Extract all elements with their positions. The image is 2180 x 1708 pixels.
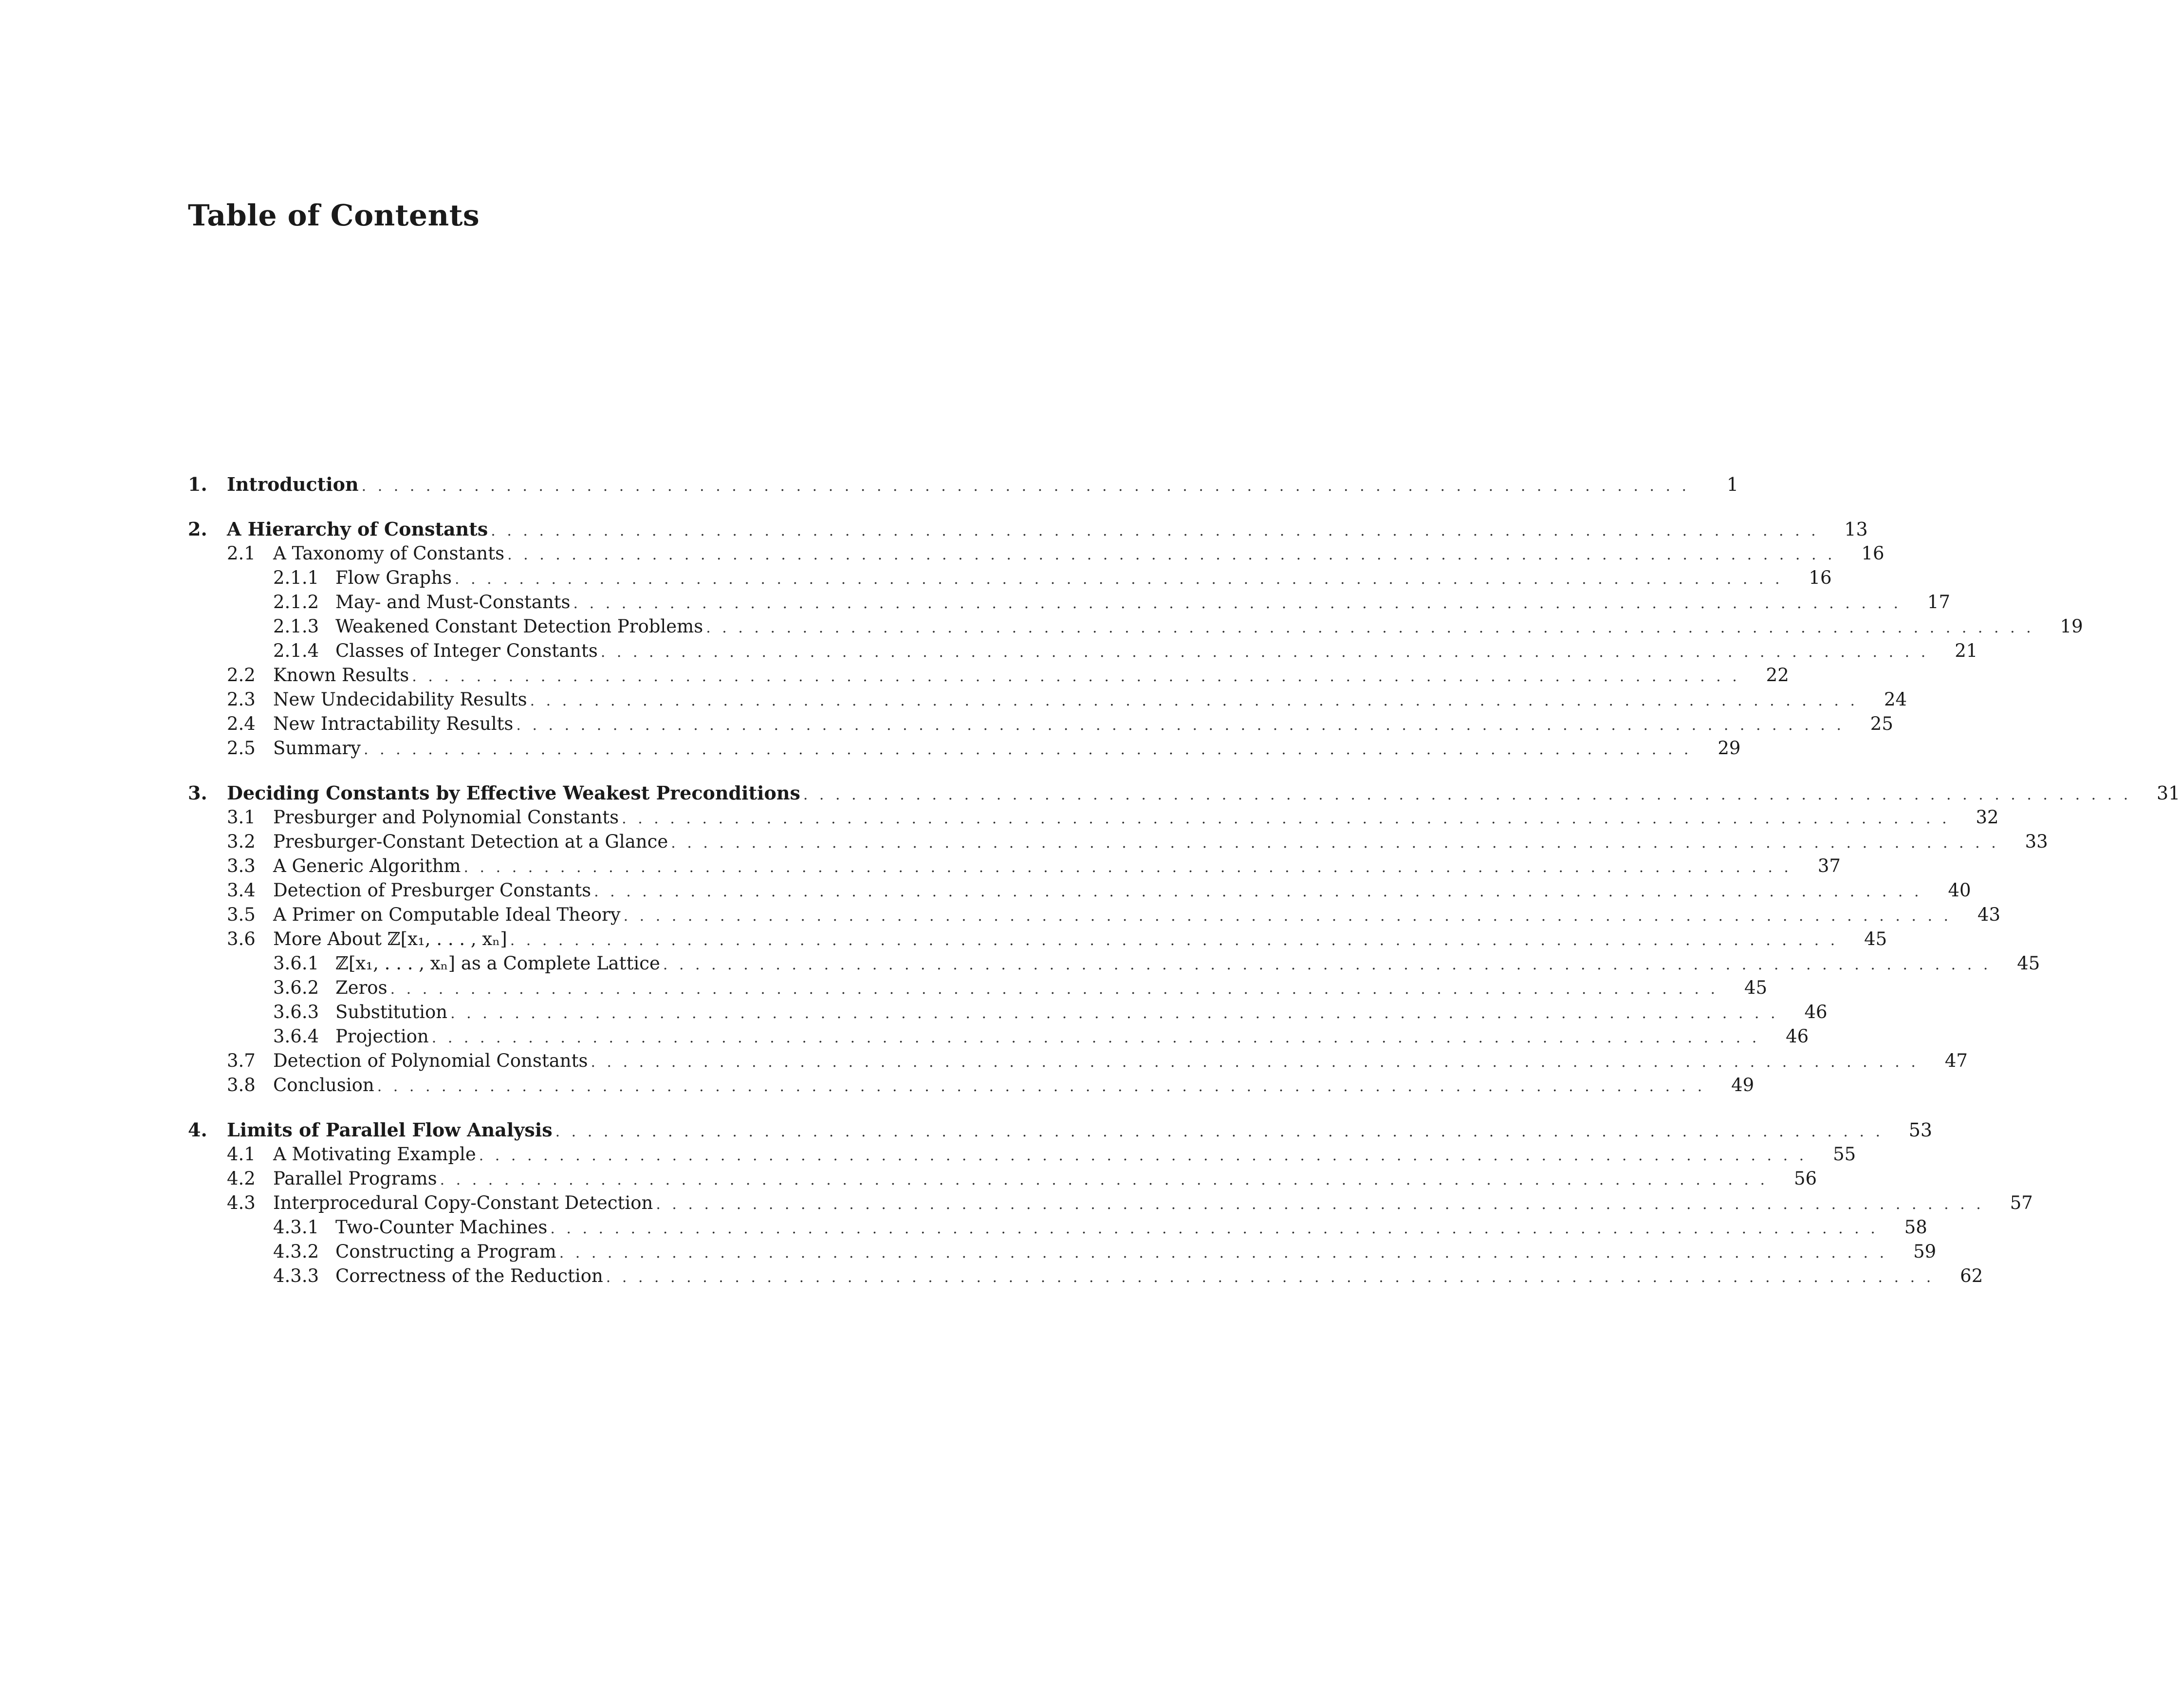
toc-section-row-3-5[interactable] [188, 903, 2001, 927]
toc-entry-number: 3.7 [227, 1050, 256, 1071]
toc-entry-title: A Taxonomy of Constants [273, 543, 505, 564]
toc-section-row-2-6[interactable] [188, 663, 1789, 687]
toc-page-number: 32 [1976, 807, 1999, 828]
toc-entry-title: Deciding Constants by Effective Weakest Preconditions [227, 782, 800, 804]
toc-dot-leader: . . . . . . . . . . . . . . . . . . . . . . . . . . . . . . . . . . . . . . . . . . . . . . . . . . . . . . . . . . . . . . . . . . . . . . . . . . . . . . . . . . . [440, 1171, 1769, 1188]
toc-entry-title: Limits of Parallel Flow Analysis [227, 1119, 553, 1141]
toc-entry-number: 3. [188, 782, 207, 804]
toc-chapter-3 [188, 781, 2180, 1097]
toc-entry-title: Flow Graphs [335, 567, 452, 588]
toc-entry-title: Parallel Programs [273, 1168, 437, 1189]
toc-entry-title: Presburger and Polynomial Constants [273, 807, 619, 828]
toc-page-number: 16 [1861, 543, 1884, 564]
page-title: Table of Contents [188, 199, 480, 233]
toc-entry-title: Detection of Presburger Constants [273, 880, 591, 901]
toc-section-row-2-9[interactable] [188, 736, 1741, 761]
toc-dot-leader: . . . . . . . . . . . . . . . . . . . . . . . . . . . . . . . . . . . . . . . . . . . . . . . . . . . . . . . . . . . . . . . . . . . . . . . . . . . . . . . . . . . [364, 741, 1692, 758]
toc-dot-leader: . . . . . . . . . . . . . . . . . . . . . . . . . . . . . . . . . . . . . . . . . . . . . . . . . . . . . . . . . . . . . . . . . . . . . . . . . . . . . . . . . . . [623, 908, 1952, 925]
toc-entry-title: Summary [273, 738, 361, 759]
table-of-contents [188, 472, 2180, 1309]
toc-entry-title: A Generic Algorithm [273, 855, 461, 876]
toc-section-row-4-1[interactable] [188, 1142, 1856, 1167]
toc-entry-title: Zeros [335, 977, 388, 998]
toc-entry-number: 3.6.2 [273, 977, 319, 998]
toc-entry-number: 3.6 [227, 928, 256, 949]
toc-dot-leader: . . . . . . . . . . . . . . . . . . . . . . . . . . . . . . . . . . . . . . . . . . . . . . . . . . . . . . . . . . . . . . . . . . . . . . . . . . . . . . . . . . . [600, 644, 1929, 661]
toc-dot-leader: . . . . . . . . . . . . . . . . . . . . . . . . . . . . . . . . . . . . . . . . . . . . . . . . . . . . . . . . . . . . . . . . . . . . . . . . . . . . . . . . . . . [516, 717, 1845, 734]
toc-entry-title: Introduction [227, 473, 359, 495]
toc-entry-title: Two-Counter Machines [335, 1217, 548, 1238]
toc-dot-leader: . . . . . . . . . . . . . . . . . . . . . . . . . . . . . . . . . . . . . . . . . . . . . . . . . . . . . . . . . . . . . . . . . . . . . . . . . . . . . . . . . . . [530, 692, 1859, 709]
toc-entry-number: 2.2 [227, 665, 256, 686]
toc-dot-leader: . . . . . . . . . . . . . . . . . . . . . . . . . . . . . . . . . . . . . . . . . . . . . . . . . . . . . . . . . . . . . . . . . . . . . . . . . . . . . . . . . . . [622, 810, 1950, 827]
toc-entry-number: 3.6.4 [273, 1026, 319, 1047]
toc-section-row-3-3[interactable] [188, 854, 1841, 878]
toc-page-number: 45 [2017, 953, 2040, 974]
toc-section-row-3-1[interactable] [188, 805, 1999, 830]
toc-entry-title: Known Results [273, 665, 409, 686]
toc-entry-title: New Intractability Results [273, 713, 514, 734]
toc-dot-leader: . . . . . . . . . . . . . . . . . . . . . . . . . . . . . . . . . . . . . . . . . . . . . . . . . . . . . . . . . . . . . . . . . . . . . . . . . . . . . . . . . . . [573, 595, 1902, 612]
toc-chapter-row-1[interactable] [188, 472, 1739, 497]
toc-dot-leader: . . . . . . . . . . . . . . . . . . . . . . . . . . . . . . . . . . . . . . . . . . . . . . . . . . . . . . . . . . . . . . . . . . . . . . . . . . . . . . . . . . . [663, 956, 1992, 973]
toc-entry-number: 2.1.1 [273, 567, 319, 588]
toc-page-number: 45 [1744, 977, 1768, 998]
toc-dot-leader: . . . . . . . . . . . . . . . . . . . . . . . . . . . . . . . . . . . . . . . . . . . . . . . . . . . . . . . . . . . . . . . . . . . . . . . . . . . . . . . . . . . [555, 1123, 1884, 1140]
toc-page-number: 33 [2025, 831, 2048, 852]
toc-dot-leader: . . . . . . . . . . . . . . . . . . . . . . . . . . . . . . . . . . . . . . . . . . . . . . . . . . . . . . . . . . . . . . . . . . . . . . . . . . . . . . . . . . . [463, 859, 1792, 876]
toc-section-row-2-3[interactable] [188, 590, 1951, 614]
toc-chapter-row-3[interactable] [188, 781, 2180, 805]
toc-section-row-3-8[interactable] [188, 976, 1768, 1000]
toc-entry-number: 2.1.4 [273, 640, 319, 661]
toc-dot-leader: . . . . . . . . . . . . . . . . . . . . . . . . . . . . . . . . . . . . . . . . . . . . . . . . . . . . . . . . . . . . . . . . . . . . . . . . . . . . . . . . . . . [455, 571, 1783, 588]
toc-entry-title: Classes of Integer Constants [335, 640, 598, 661]
toc-dot-leader: . . . . . . . . . . . . . . . . . . . . . . . . . . . . . . . . . . . . . . . . . . . . . . . . . . . . . . . . . . . . . . . . . . . . . . . . . . . . . . . . . . . [706, 619, 2034, 636]
toc-entry-title: ℤ[x₁, . . . , xₙ] as a Complete Lattice [335, 953, 660, 974]
toc-dot-leader: . . . . . . . . . . . . . . . . . . . . . . . . . . . . . . . . . . . . . . . . . . . . . . . . . . . . . . . . . . . . . . . . . . . . . . . . . . . . . . . . . . . [803, 786, 2132, 803]
toc-entry-number: 3.6.3 [273, 1002, 319, 1022]
toc-page-number: 46 [1786, 1026, 1809, 1047]
toc-entry-number: 3.6.1 [273, 953, 319, 974]
toc-entry-number: 3.2 [227, 831, 256, 852]
toc-page-number: 46 [1804, 1002, 1828, 1022]
toc-section-row-3-6[interactable] [188, 927, 1887, 951]
toc-dot-leader: . . . . . . . . . . . . . . . . . . . . . . . . . . . . . . . . . . . . . . . . . . . . . . . . . . . . . . . . . . . . . . . . . . . . . . . . . . . . . . . . . . . [559, 1244, 1888, 1262]
toc-entry-number: 4.3.1 [273, 1217, 319, 1238]
toc-entry-title: New Undecidability Results [273, 689, 527, 710]
toc-chapter-row-4[interactable] [188, 1118, 1933, 1142]
toc-entry-title: Conclusion [273, 1075, 374, 1095]
toc-dot-leader: . . . . . . . . . . . . . . . . . . . . . . . . . . . . . . . . . . . . . . . . . . . . . . . . . . . . . . . . . . . . . . . . . . . . . . . . . . . . . . . . . . . [479, 1147, 1808, 1164]
toc-section-row-3-2[interactable] [188, 830, 2048, 854]
toc-page-number: 56 [1793, 1168, 1817, 1189]
toc-entry-number: 2.1.3 [273, 616, 319, 637]
toc-section-row-3-9[interactable] [188, 1000, 1828, 1024]
toc-entry-number: 2.5 [227, 738, 256, 759]
toc-dot-leader: . . . . . . . . . . . . . . . . . . . . . . . . . . . . . . . . . . . . . . . . . . . . . . . . . . . . . . . . . . . . . . . . . . . . . . . . . . . . . . . . . . . [671, 835, 1999, 852]
toc-page-number: 45 [1864, 928, 1887, 949]
toc-entry-number: 3.5 [227, 904, 256, 925]
toc-chapter-row-2[interactable] [188, 517, 1868, 541]
toc-entry-number: 4.2 [227, 1168, 256, 1189]
toc-entry-number: 3.3 [227, 855, 256, 876]
toc-entry-number: 3.4 [227, 880, 256, 901]
toc-entry-title: Substitution [335, 1002, 448, 1022]
toc-entry-number: 2.3 [227, 689, 256, 710]
toc-page-number: 43 [1977, 904, 2001, 925]
toc-dot-leader: . . . . . . . . . . . . . . . . . . . . . . . . . . . . . . . . . . . . . . . . . . . . . . . . . . . . . . . . . . . . . . . . . . . . . . . . . . . . . . . . . . . [606, 1269, 1935, 1286]
toc-entry-title: Detection of Polynomial Constants [273, 1050, 588, 1071]
toc-page-number: 47 [1944, 1050, 1968, 1071]
toc-section-row-3-7[interactable] [188, 951, 2040, 976]
toc-entry-title: May- and Must-Constants [335, 592, 571, 613]
toc-entry-number: 2. [188, 518, 207, 540]
toc-dot-leader: . . . . . . . . . . . . . . . . . . . . . . . . . . . . . . . . . . . . . . . . . . . . . . . . . . . . . . . . . . . . . . . . . . . . . . . . . . . . . . . . . . . [377, 1078, 1706, 1095]
toc-entry-title: Constructing a Program [335, 1241, 556, 1262]
toc-page-number: 29 [1718, 738, 1741, 759]
toc-dot-leader: . . . . . . . . . . . . . . . . . . . . . . . . . . . . . . . . . . . . . . . . . . . . . . . . . . . . . . . . . . . . . . . . . . . . . . . . . . . . . . . . . . . [594, 883, 1922, 900]
toc-entry-number: 1. [188, 473, 207, 495]
toc-page-number: 31 [2156, 782, 2180, 804]
toc-page-number: 58 [1904, 1217, 1927, 1238]
toc-section-row-3-12[interactable] [188, 1073, 1755, 1097]
toc-page-number: 25 [1870, 713, 1893, 734]
toc-entry-number: 3.8 [227, 1075, 256, 1095]
toc-entry-number: 2.1 [227, 543, 256, 564]
toc-page-number: 1 [1726, 474, 1739, 495]
toc-entry-title: A Primer on Computable Ideal Theory [273, 904, 621, 925]
toc-chapter-1 [188, 472, 1739, 497]
toc-page-number: 62 [1960, 1265, 1983, 1286]
toc-section-row-4-5[interactable] [188, 1240, 1937, 1264]
toc-section-row-2-1[interactable] [188, 541, 1884, 566]
toc-chapter-4 [188, 1118, 2033, 1288]
toc-page-number: 21 [1955, 640, 1978, 661]
toc-entry-number: 2.4 [227, 713, 256, 734]
toc-section-row-3-10[interactable] [188, 1024, 1809, 1049]
toc-page-number: 17 [1927, 592, 1951, 613]
toc-dot-leader: . . . . . . . . . . . . . . . . . . . . . . . . . . . . . . . . . . . . . . . . . . . . . . . . . . . . . . . . . . . . . . . . . . . . . . . . . . . . . . . . . . . [550, 1220, 1879, 1237]
toc-entry-number: 4.3 [227, 1192, 256, 1213]
toc-dot-leader: . . . . . . . . . . . . . . . . . . . . . . . . . . . . . . . . . . . . . . . . . . . . . . . . . . . . . . . . . . . . . . . . . . . . . . . . . . . . . . . . . . . [450, 1005, 1779, 1022]
toc-page-number: 16 [1809, 567, 1832, 588]
toc-entry-number: 4.1 [227, 1144, 256, 1165]
toc-section-row-4-2[interactable] [188, 1167, 1817, 1191]
toc-page-number: 37 [1817, 855, 1841, 876]
toc-dot-leader: . . . . . . . . . . . . . . . . . . . . . . . . . . . . . . . . . . . . . . . . . . . . . . . . . . . . . . . . . . . . . . . . . . . . . . . . . . . . . . . . . . . [361, 478, 1690, 495]
toc-section-row-4-6[interactable] [188, 1264, 1983, 1288]
toc-section-row-3-11[interactable] [188, 1049, 1968, 1073]
toc-entry-title: Projection [335, 1026, 429, 1047]
toc-entry-title: Correctness of the Reduction [335, 1265, 603, 1286]
toc-section-row-2-7[interactable] [188, 687, 1907, 712]
toc-page-number: 22 [1766, 665, 1789, 686]
toc-page-number: 24 [1884, 689, 1907, 710]
toc-entry-title: A Hierarchy of Constants [227, 518, 488, 540]
toc-dot-leader: . . . . . . . . . . . . . . . . . . . . . . . . . . . . . . . . . . . . . . . . . . . . . . . . . . . . . . . . . . . . . . . . . . . . . . . . . . . . . . . . . . . [412, 668, 1740, 685]
toc-section-row-4-4[interactable] [188, 1215, 1927, 1240]
toc-page-number: 59 [1913, 1241, 1937, 1262]
toc-page-number: 53 [1908, 1119, 1933, 1141]
toc-dot-leader: . . . . . . . . . . . . . . . . . . . . . . . . . . . . . . . . . . . . . . . . . . . . . . . . . . . . . . . . . . . . . . . . . . . . . . . . . . . . . . . . . . . [591, 1054, 1919, 1071]
toc-entry-title: Interprocedural Copy-Constant Detection [273, 1192, 653, 1213]
toc-section-row-2-5[interactable] [188, 639, 1978, 663]
toc-entry-title: More About ℤ[x₁, . . . , xₙ] [273, 928, 507, 949]
toc-chapter-2 [188, 517, 2083, 761]
toc-page-number: 49 [1731, 1075, 1755, 1095]
toc-entry-number: 3.1 [227, 807, 256, 828]
toc-entry-title: Weakened Constant Detection Problems [335, 616, 703, 637]
toc-page-number: 19 [2060, 616, 2083, 637]
toc-section-row-2-8[interactable] [188, 712, 1893, 736]
toc-dot-leader: . . . . . . . . . . . . . . . . . . . . . . . . . . . . . . . . . . . . . . . . . . . . . . . . . . . . . . . . . . . . . . . . . . . . . . . . . . . . . . . . . . . [390, 981, 1719, 998]
toc-dot-leader: . . . . . . . . . . . . . . . . . . . . . . . . . . . . . . . . . . . . . . . . . . . . . . . . . . . . . . . . . . . . . . . . . . . . . . . . . . . . . . . . . . . [656, 1196, 1984, 1213]
toc-section-row-3-4[interactable] [188, 878, 1971, 903]
toc-entry-number: 4.3.3 [273, 1265, 319, 1286]
toc-section-row-4-3[interactable] [188, 1191, 2033, 1215]
toc-entry-title: A Motivating Example [273, 1144, 476, 1165]
toc-page-number: 13 [1844, 519, 1868, 540]
toc-dot-leader: . . . . . . . . . . . . . . . . . . . . . . . . . . . . . . . . . . . . . . . . . . . . . . . . . . . . . . . . . . . . . . . . . . . . . . . . . . . . . . . . . . . [507, 546, 1836, 563]
toc-dot-leader: . . . . . . . . . . . . . . . . . . . . . . . . . . . . . . . . . . . . . . . . . . . . . . . . . . . . . . . . . . . . . . . . . . . . . . . . . . . . . . . . . . . [510, 932, 1839, 949]
toc-section-row-2-4[interactable] [188, 614, 2083, 639]
toc-page-number: 55 [1833, 1144, 1856, 1165]
toc-dot-leader: . . . . . . . . . . . . . . . . . . . . . . . . . . . . . . . . . . . . . . . . . . . . . . . . . . . . . . . . . . . . . . . . . . . . . . . . . . . . . . . . . . . [491, 522, 1819, 539]
toc-page-number: 57 [2010, 1192, 2033, 1213]
toc-entry-number: 4. [188, 1119, 207, 1141]
toc-page-number: 40 [1948, 880, 1971, 901]
toc-entry-number: 4.3.2 [273, 1241, 319, 1262]
toc-dot-leader: . . . . . . . . . . . . . . . . . . . . . . . . . . . . . . . . . . . . . . . . . . . . . . . . . . . . . . . . . . . . . . . . . . . . . . . . . . . . . . . . . . . [431, 1029, 1760, 1046]
toc-entry-number: 2.1.2 [273, 592, 319, 613]
toc-section-row-2-2[interactable] [188, 566, 1832, 590]
toc-entry-title: Presburger-Constant Detection at a Glance [273, 831, 668, 852]
